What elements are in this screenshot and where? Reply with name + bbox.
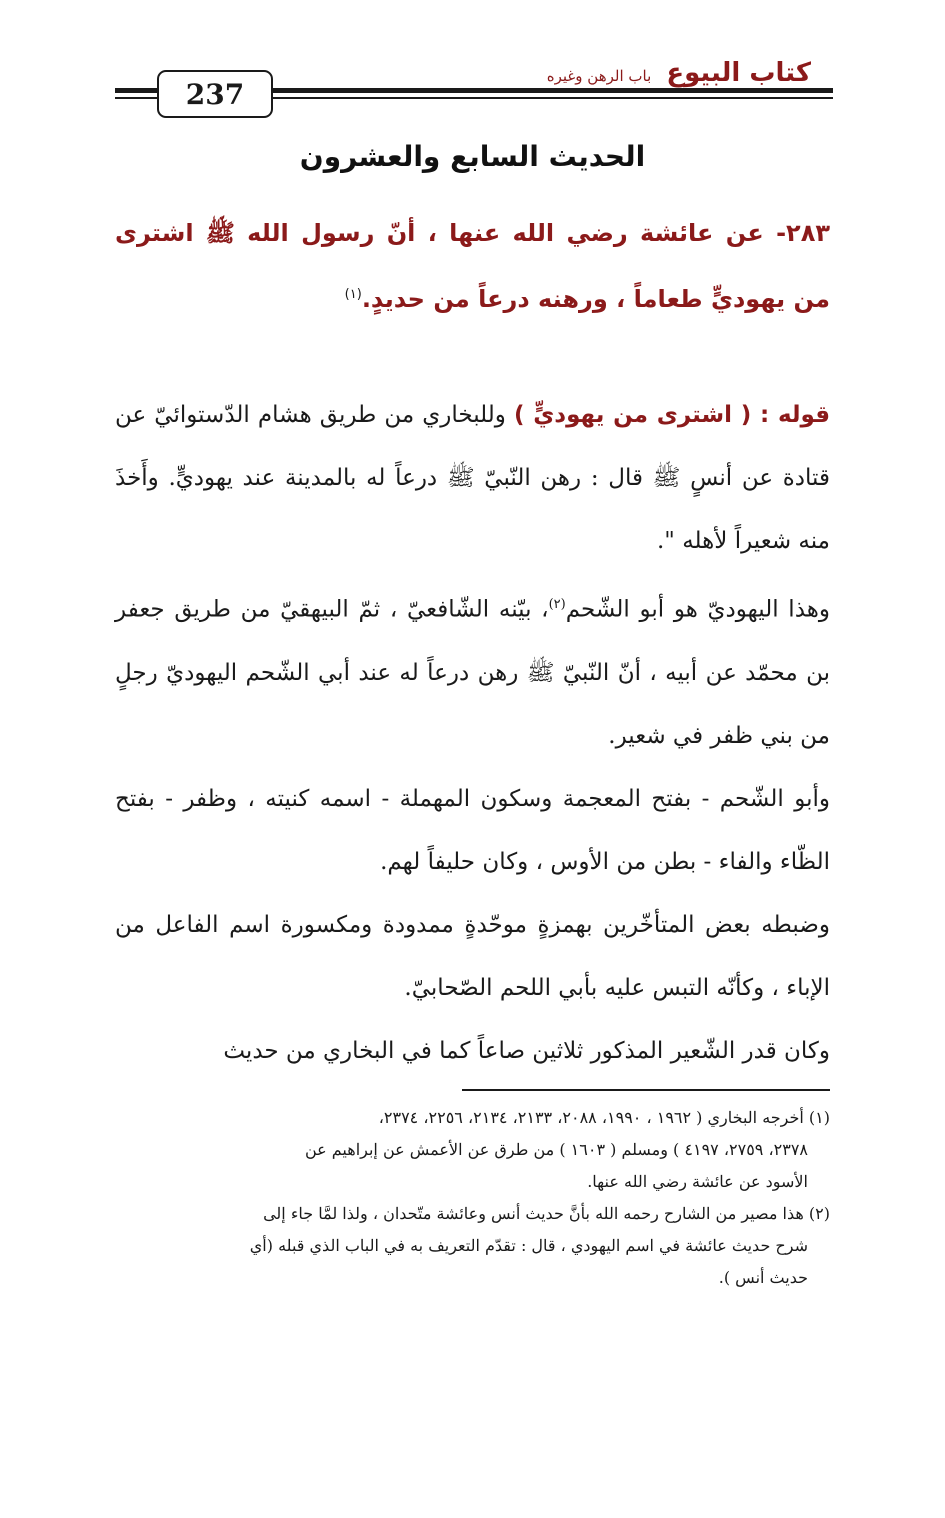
page-header	[115, 50, 833, 120]
section-title: الحديث السابع والعشرون	[299, 140, 646, 173]
paragraph-2-text-a: وهذا اليهوديّ هو أبو الشّحم	[565, 596, 831, 623]
paragraph-1	[115, 384, 830, 573]
footnote-ref-1: (١)	[344, 287, 362, 302]
footnote-2-line-2: شرح حديث عائشة في اسم اليهودي ، قال : تقدّم التعريف به في الباب الذي قبله (أي	[249, 1236, 808, 1255]
paragraph-2-text-b: ، بيّنه الشّافعيّ ، ثمّ البيهقيّ من طريق جعفر بن محمّد عن أبيه ، أنّ النّبيّ ﷺ رهن درعاً له عند أبي الشّحم اليهوديّ رجلٍ من بني ظفر في شعير.	[115, 596, 830, 749]
paragraph-3: وأبو الشّحم - بفتح المعجمة وسكون المهملة - اسمه كنيته ، وظفر - بفتح الظّاء والفاء - بطن من الأوس ، وكان حليفاً لهم.	[115, 785, 830, 875]
commentary	[115, 384, 830, 1083]
paragraph-1-text: وللبخاري من طريق هشام الدّستوائيّ عن قتادة عن أنسٍ ﷺ قال : رهن النّبيّ ﷺ درعاً له بالمدينة عند يهوديٍّ. وأَخذَ منه شعيراً لأهله ".	[115, 402, 830, 554]
footnote-ref-2: (٢)	[548, 597, 566, 612]
book-title: كتاب البيوع	[666, 58, 811, 88]
chapter-title: باب الرهن وغيره	[546, 67, 652, 85]
quoted-phrase: قوله : ( اشترى من يهوديٍّ )	[513, 402, 831, 428]
footnote-2-line-1: (٢) هذا مصير من الشارح رحمه الله بأنَّ حديث أنس وعائشة متّحدان ، ولذا لمَّا جاء إلى	[263, 1204, 830, 1223]
page-number: 237	[185, 77, 245, 111]
footnotes	[112, 1102, 830, 1294]
footnote-1-line-3: الأسود عن عائشة رضي الله عنها.	[587, 1172, 808, 1191]
footnote-1-line-1: (١) أخرجه البخاري ( ١٩٦٢ ، ١٩٩٠، ٢٠٨٨، ٢١٣٣، ٢١٣٤، ٢٢٥٦، ٢٣٧٤،	[378, 1108, 830, 1127]
footnote-2-line-3: حديث أنس ).	[718, 1268, 808, 1287]
paragraph-4: وضبطه بعض المتأخّرين بهمزةٍ موحّدةٍ ممدودة ومكسورة اسم الفاعل من الإباء ، وكأنّه التبس عليه بأبي اللحم الصّحابيّ.	[115, 911, 830, 1001]
paragraph-5: وكان قدر الشّعير المذكور ثلاثين صاعاً كما في البخاري من حديث	[223, 1037, 830, 1064]
running-head	[547, 58, 811, 88]
footnote-separator	[462, 1089, 830, 1091]
footnote-1-line-2: ٢٣٧٨، ٢٧٥٩، ٤١٩٧ ) ومسلم ( ١٦٠٣ ) من طرق عن الأعمش عن إبراهيم عن	[304, 1140, 808, 1159]
hadith-body: ٢٨٣- عن عائشة رضي الله عنها ، أنّ رسول الله ﷺ اشترى من يهوديٍّ طعاماً ، ورهنه درعاً من حديدٍ.	[115, 219, 830, 313]
page-number-box	[157, 70, 273, 118]
hadith-text	[115, 202, 830, 330]
paragraph-2	[115, 573, 830, 768]
